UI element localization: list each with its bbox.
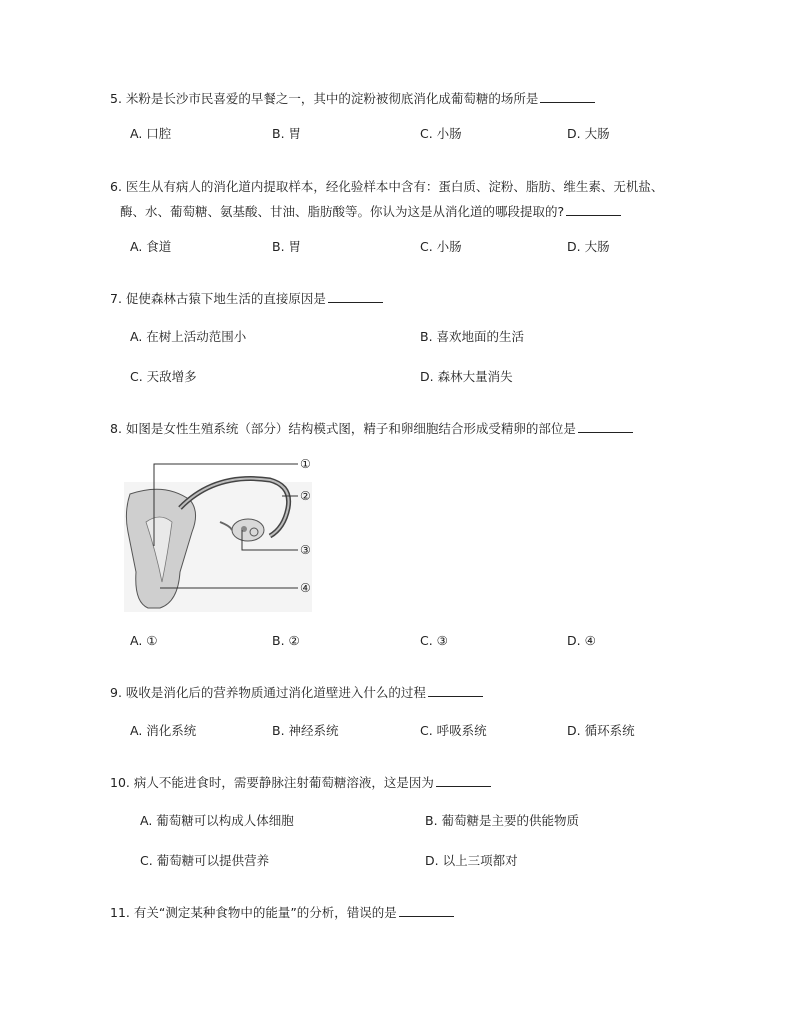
option-b[interactable]: B. ② bbox=[272, 633, 300, 648]
option-c[interactable]: C. 天敌增多 bbox=[130, 369, 197, 384]
question-11 bbox=[110, 900, 734, 925]
option-a[interactable]: A. 口腔 bbox=[130, 126, 172, 141]
figure-label-2: ② bbox=[300, 489, 311, 503]
option-c[interactable]: C. 小肠 bbox=[420, 239, 462, 254]
option-d[interactable]: D. ④ bbox=[567, 633, 596, 648]
answer-blank[interactable] bbox=[436, 774, 491, 787]
option-c[interactable]: C. 呼吸系统 bbox=[420, 723, 487, 738]
option-b[interactable]: B. 葡萄糖是主要的供能物质 bbox=[425, 813, 580, 828]
option-d[interactable]: D. 森林大量消失 bbox=[420, 369, 513, 384]
question-stem-line-2: 酶、水、葡萄糖、氨基酸、甘油、脂肪酸等。你认为这是从消化道的哪段提取的? bbox=[110, 199, 734, 224]
question-stem: 10. 病人不能进食时，需要静脉注射葡萄糖溶液，这是因为 bbox=[110, 770, 734, 795]
figure-label-3: ③ bbox=[300, 543, 311, 557]
option-a[interactable]: A. ① bbox=[130, 633, 158, 648]
question-stem: 11. 有关“测定某种食物中的能量”的分析，错误的是 bbox=[110, 900, 734, 925]
option-c[interactable]: C. 小肠 bbox=[420, 126, 462, 141]
answer-blank[interactable] bbox=[399, 904, 454, 917]
question-stem: 8. 如图是女性生殖系统（部分）结构模式图，精子和卵细胞结合形成受精卵的部位是 bbox=[110, 416, 734, 441]
option-c[interactable]: C. ③ bbox=[420, 633, 448, 648]
option-a[interactable]: A. 消化系统 bbox=[130, 723, 197, 738]
question-8 bbox=[110, 416, 734, 441]
option-b[interactable]: B. 神经系统 bbox=[272, 723, 339, 738]
option-d[interactable]: D. 循环系统 bbox=[567, 723, 635, 738]
answer-blank[interactable] bbox=[328, 290, 383, 303]
option-b[interactable]: B. 喜欢地面的生活 bbox=[420, 329, 525, 344]
option-c[interactable]: C. 葡萄糖可以提供营养 bbox=[140, 853, 270, 868]
answer-blank[interactable] bbox=[540, 90, 595, 103]
question-stem: 9. 吸收是消化后的营养物质通过消化道壁进入什么的过程 bbox=[110, 680, 734, 705]
question-stem: 7. 促使森林古猿下地生活的直接原因是 bbox=[110, 286, 734, 311]
question-5 bbox=[110, 86, 734, 141]
option-d[interactable]: D. 以上三项都对 bbox=[425, 853, 518, 868]
figure-label-1: ① bbox=[300, 457, 311, 471]
question-9 bbox=[110, 680, 734, 738]
answer-blank[interactable] bbox=[566, 203, 621, 216]
ovary bbox=[232, 519, 264, 541]
option-a[interactable]: A. 在树上活动范围小 bbox=[130, 329, 247, 344]
option-a[interactable]: A. 葡萄糖可以构成人体细胞 bbox=[140, 813, 294, 828]
question-stem: 5. 米粉是长沙市民喜爱的早餐之一，其中的淀粉被彻底消化成葡萄糖的场所是 bbox=[110, 86, 734, 111]
question-6 bbox=[110, 174, 734, 254]
figure-label-4: ④ bbox=[300, 581, 311, 595]
answer-blank[interactable] bbox=[428, 684, 483, 697]
option-d[interactable]: D. 大肠 bbox=[567, 126, 610, 141]
option-b[interactable]: B. 胃 bbox=[272, 126, 302, 141]
question-stem-line-1: 6. 医生从有病人的消化道内提取样本，经化验样本中含有：蛋白质、淀粉、脂肪、维生素、无机盐、 bbox=[110, 179, 664, 194]
option-a[interactable]: A. 食道 bbox=[130, 239, 172, 254]
answer-blank[interactable] bbox=[578, 420, 633, 433]
female-reproductive-system-diagram bbox=[120, 452, 320, 612]
option-d[interactable]: D. 大肠 bbox=[567, 239, 610, 254]
question-7 bbox=[110, 286, 734, 384]
question-10 bbox=[110, 770, 734, 868]
option-b[interactable]: B. 胃 bbox=[272, 239, 302, 254]
